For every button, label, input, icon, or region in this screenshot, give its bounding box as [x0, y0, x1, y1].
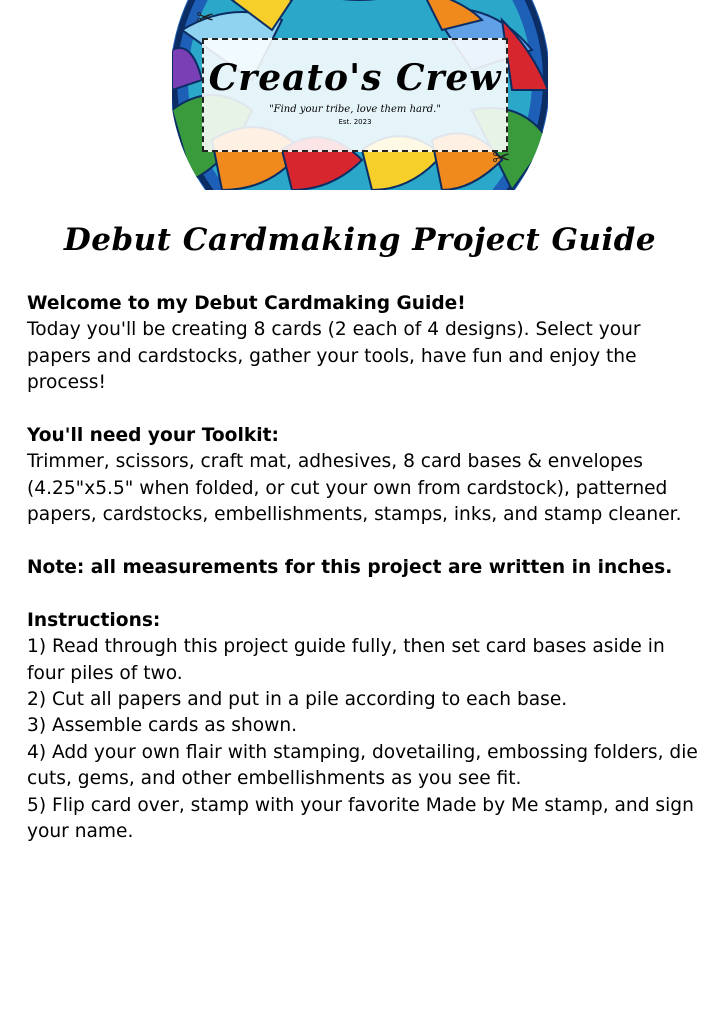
logo-tagline: "Find your tribe, love them hard.": [269, 104, 441, 115]
instructions-section: [27, 608, 707, 846]
page-title: Debut Cardmaking Project Guide: [63, 222, 657, 258]
welcome-heading: Welcome to my Debut Cardmaking Guide!: [27, 293, 466, 314]
note-section: [27, 555, 707, 581]
toolkit-heading: You'll need your Toolkit:: [27, 425, 279, 447]
welcome-section: [27, 291, 707, 397]
scissors-icon: ✂: [196, 6, 215, 31]
instruction-step: 5) Flip card over, stamp with your favorite Made by Me stamp, and sign your name.: [27, 794, 694, 843]
logo-title: Creato's Crew: [208, 57, 502, 99]
instruction-step: 2) Cut all papers and put in a pile according to each base.: [27, 689, 568, 711]
logo-banner: [202, 38, 508, 152]
welcome-text: Today you'll be creating 8 cards (2 each of 4 designs). Select your papers and cardstocks, gather your tools, have fun and enjoy the process!: [27, 319, 641, 394]
instruction-step: 1) Read through this project guide fully, then set card bases aside in four piles of two.: [27, 636, 665, 684]
logo-established: Est. 2023: [338, 118, 372, 126]
instruction-step: 4) Add your own flair with stamping, dovetailing, embossing folders, die cuts, gems, and other embellishments as you see fit.: [27, 741, 698, 790]
toolkit-text: Trimmer, scissors, craft mat, adhesives, 8 card bases & envelopes (4.25"x5.5" when folded, or cut your own from cardstock), patterned papers, cardstocks, embellishments, stamps, inks, and stamp cleaner.: [27, 451, 682, 526]
toolkit-section: [27, 423, 707, 529]
instructions-heading: Instructions:: [27, 609, 161, 631]
scissors-icon: ✂: [492, 146, 511, 171]
guide-body: [27, 291, 707, 872]
instruction-step: 3) Assemble cards as shown.: [27, 715, 298, 737]
note-text: Note: all measurements for this project are written in inches.: [27, 557, 673, 579]
